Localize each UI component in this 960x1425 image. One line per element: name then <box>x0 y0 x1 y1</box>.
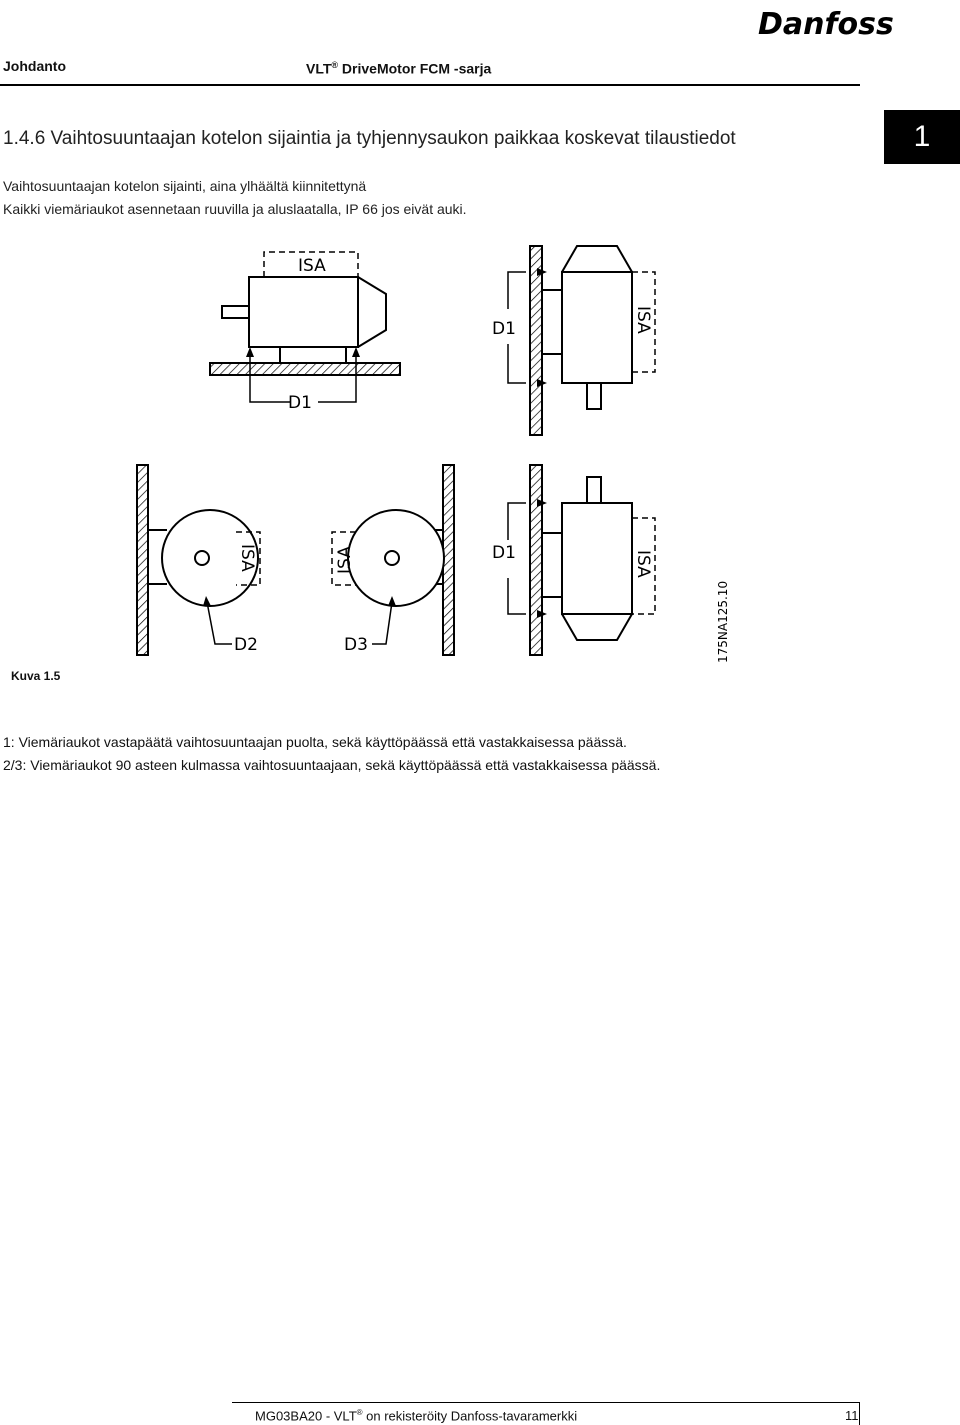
danfoss-logo <box>752 2 894 47</box>
svg-text:175NA125.10: 175NA125.10 <box>716 580 730 663</box>
page-number: 11 <box>845 1408 859 1423</box>
label-isa-2: ISA <box>633 306 653 334</box>
footer-rule <box>232 1402 860 1403</box>
label-d1-2: D1 <box>492 319 516 339</box>
section-title: 1.4.6 Vaihtosuuntaajan kotelon sijaintia ja tyhjennysaukon paikkaa koskevat tilaustiedot <box>3 128 736 149</box>
logo-text: Danfoss <box>758 7 894 42</box>
label-d1-3: D1 <box>492 543 516 563</box>
intro-line-1: Vaihtosuuntaajan kotelon sijainti, aina ylhäältä kiinnitettynä <box>3 178 367 194</box>
motor-vertical-up <box>508 246 655 435</box>
label-isa-3: ISA <box>237 544 257 572</box>
header-product-title: VLT® DriveMotor FCM -sarja <box>306 60 492 77</box>
mounting-diagram <box>0 230 960 675</box>
chapter-tab: 1 <box>884 110 960 164</box>
figure-caption: Kuva 1.5 <box>11 669 61 683</box>
footer-divider <box>859 1402 860 1425</box>
header-section: Johdanto <box>3 58 66 74</box>
intro-line-2: Kaikki viemäriaukot asennetaan ruuvilla ja aluslaatalla, IP 66 jos eivät auki. <box>3 201 467 217</box>
motor-vertical-down <box>508 465 655 655</box>
footer-text: MG03BA20 - VLT® on rekisteröity Danfoss-tavaramerkki <box>255 1408 578 1424</box>
figure-code <box>704 580 734 665</box>
label-d1-1: D1 <box>288 393 312 413</box>
label-d3: D3 <box>344 635 368 655</box>
label-isa-1: ISA <box>298 256 326 276</box>
note-1: 1: Viemäriaukot vastapäätä vaihtosuuntaajan puolta, sekä käyttöpäässä että vastakkaisessa päässä. <box>3 734 627 750</box>
label-d2: D2 <box>234 635 258 655</box>
header-rule <box>0 84 860 86</box>
label-isa-4: ISA <box>335 546 355 574</box>
note-2: 2/3: Viemäriaukot 90 asteen kulmassa vaihtosuuntaajaan, sekä käyttöpäässä että vastakkaisessa päässä. <box>3 757 661 773</box>
label-isa-5: ISA <box>633 550 653 578</box>
